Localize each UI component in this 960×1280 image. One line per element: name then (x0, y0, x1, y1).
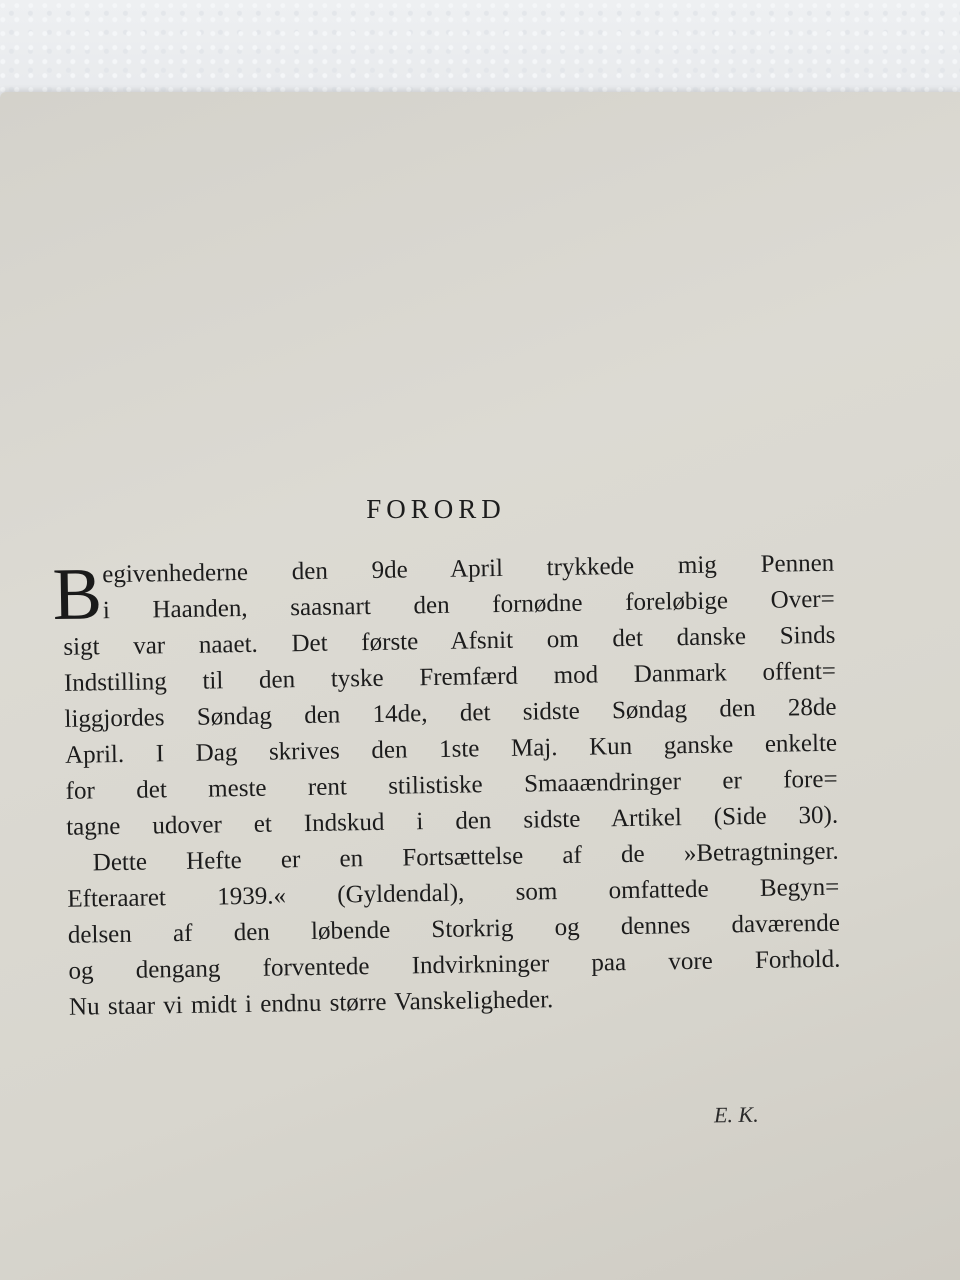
text-line: April. I Dag skrives den 1ste Maj. Kun ganske enkelte (64, 729, 838, 769)
text-line: Dette Hefte er en Fortsættelse af de »Betragtninger. (92, 837, 839, 877)
text-line: tagne udover et Indskud i den sidste Artikel (Side 30). (66, 801, 839, 841)
text-line: liggjordes Søndag den 14de, det sidste Søndag den 28de (64, 693, 837, 733)
text-line: delsen af den løbende Storkrig og dennes daværende (67, 909, 841, 949)
text-line: egivenhederne den 9de April trykkede mig Pennen (102, 549, 835, 589)
text-line: sigt var naaet. Det første Afsnit om det danske Sinds (63, 621, 836, 661)
text-line: og dengang forventede Indvirkninger paa vore Forhold. (68, 945, 841, 985)
text-line: i Haanden, saasnart den fornødne foreløbige Over= (102, 585, 835, 625)
text-line: for det meste rent stilistiske Smaaændringer er fore= (65, 765, 838, 805)
page-title: FORORD (366, 494, 506, 524)
text-line: Nu staar vi midt i endnu større Vanskeligheder. (68, 986, 554, 1021)
signature-initials: E. K. (713, 1101, 759, 1128)
text-line: Indstilling til den tyske Fremfærd mod Danmark offent= (63, 657, 837, 697)
text-line: Efteraaret 1939.« (Gyldendal), som omfattede Begyn= (67, 873, 840, 913)
foreword-text (52, 546, 841, 1026)
drop-cap: B (51, 553, 103, 636)
